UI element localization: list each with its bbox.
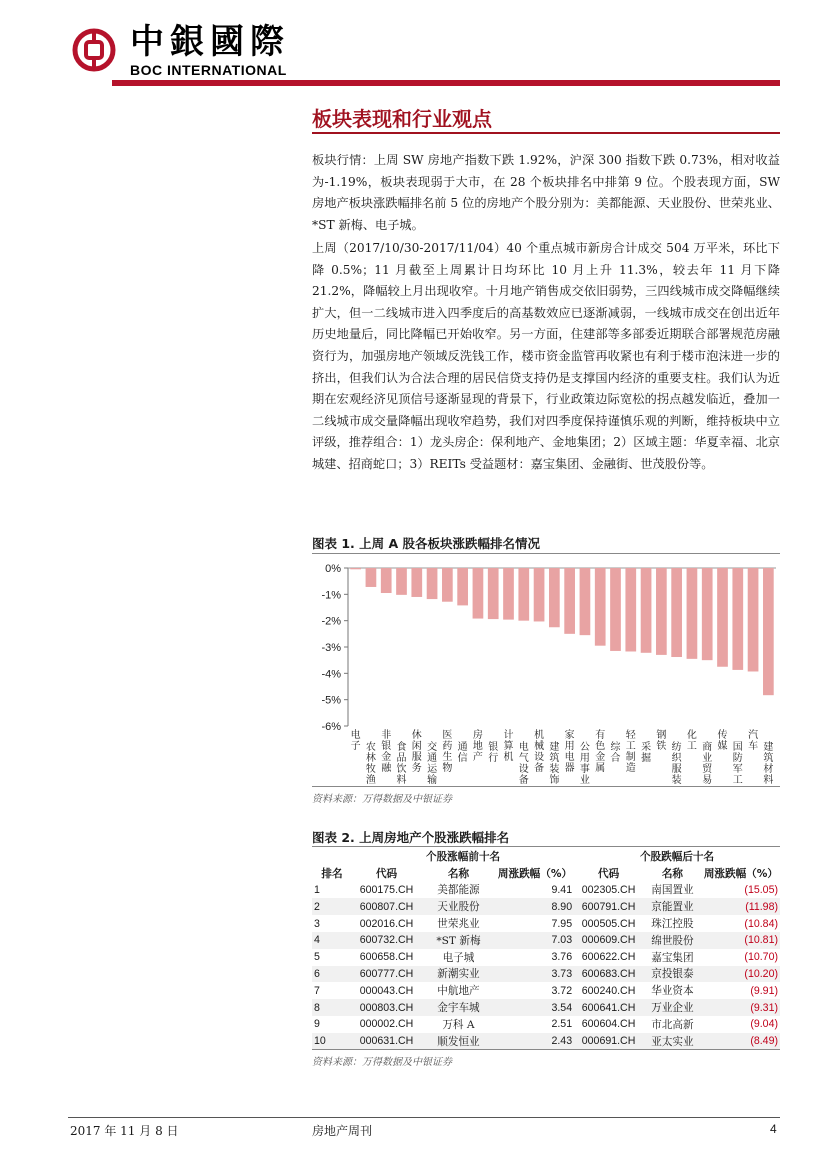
bar-轻工制造 bbox=[625, 568, 636, 651]
table-cell: 万科 A bbox=[442, 1018, 475, 1031]
table-cell: 3.73 bbox=[496, 966, 574, 983]
table-cell: 2.43 bbox=[496, 1033, 574, 1050]
bar-商业贸易 bbox=[702, 568, 713, 660]
table-cell: (10.81) bbox=[702, 932, 780, 949]
table-cell: (10.20) bbox=[702, 966, 780, 983]
table-cell: 5 bbox=[314, 951, 320, 964]
table-cell: 600658.CH bbox=[359, 951, 414, 964]
x-tick-label: 机械设备 bbox=[534, 730, 545, 774]
x-tick-label: 商业贸易 bbox=[702, 742, 713, 786]
x-tick-label: 轻工制造 bbox=[625, 730, 636, 774]
x-tick-label: 纺织服装 bbox=[671, 742, 682, 786]
table-cell: 2.51 bbox=[551, 1018, 573, 1031]
table-cell: 000002.CH bbox=[359, 1018, 414, 1031]
x-tick-label: 通信 bbox=[457, 742, 468, 764]
table-cell: 000043.CH bbox=[359, 984, 414, 997]
table-row bbox=[312, 999, 780, 1016]
table-cell: 天业股份 bbox=[421, 898, 496, 915]
bar-化工 bbox=[687, 568, 698, 659]
table-header-cell: 周涨跌幅（%） bbox=[703, 867, 778, 880]
table-row bbox=[312, 915, 780, 932]
x-tick-label: 国防军工 bbox=[732, 742, 743, 786]
figure1-bottom-rule bbox=[312, 786, 780, 787]
figure1-top-rule bbox=[312, 553, 780, 554]
table-cell: 600732.CH bbox=[352, 932, 421, 949]
table-cell: 亚太实业 bbox=[643, 1033, 702, 1050]
section-title: 板块表现和行业观点 bbox=[312, 107, 492, 131]
bar-钢铁 bbox=[656, 568, 667, 655]
bar-纺织服装 bbox=[671, 568, 682, 657]
logo-chinese-name: 中銀國際 bbox=[130, 22, 290, 62]
table-cell: 华业资本 bbox=[651, 985, 694, 998]
figure2-bottom-rule bbox=[312, 1049, 780, 1050]
x-tick-label: 家用电器 bbox=[564, 730, 575, 774]
x-tick-label: 交通运输 bbox=[427, 742, 438, 786]
y-tick-label: -1% bbox=[321, 589, 341, 602]
table-cell: (9.91) bbox=[750, 984, 778, 997]
table-cell: 中航地产 bbox=[437, 985, 480, 998]
table-cell: 世荣兆业 bbox=[437, 918, 480, 931]
bar-银行 bbox=[488, 568, 499, 619]
table-cell: 000631.CH bbox=[352, 1033, 421, 1050]
table-cell: *ST 新梅 bbox=[421, 932, 496, 949]
table-cell: 京能置业 bbox=[643, 898, 702, 915]
table-cell: 金宇车城 bbox=[421, 999, 496, 1016]
table-cell: 9 bbox=[314, 1018, 320, 1031]
table-cell: 002305.CH bbox=[581, 883, 636, 896]
table-cell: 9.41 bbox=[551, 883, 573, 896]
x-tick-label: 食品饮料 bbox=[396, 742, 407, 786]
table-cell: 002016.CH bbox=[359, 917, 414, 930]
table-cell: 绵世股份 bbox=[643, 932, 702, 949]
table-cell: 600683.CH bbox=[574, 966, 643, 983]
table-cell: 3.76 bbox=[551, 951, 573, 964]
bar-采掘 bbox=[641, 568, 652, 653]
table-cell: 3 bbox=[314, 917, 320, 930]
table-cell: 600622.CH bbox=[581, 951, 636, 964]
table-cell: 2 bbox=[312, 898, 352, 915]
table-cell: 10 bbox=[312, 1033, 352, 1050]
table-cell: 8.90 bbox=[496, 898, 574, 915]
table-cell: 1 bbox=[314, 883, 320, 896]
x-tick-label: 建筑装饰 bbox=[549, 742, 560, 786]
page-number: 4 bbox=[770, 1122, 777, 1136]
table-cell: 万业企业 bbox=[643, 999, 702, 1016]
table-cell: 4 bbox=[312, 932, 352, 949]
y-tick-label: -6% bbox=[321, 721, 341, 733]
table-row bbox=[312, 1033, 780, 1050]
table-cell: (15.05) bbox=[744, 883, 778, 896]
x-tick-label: 化工 bbox=[686, 730, 697, 752]
table-cell: 000691.CH bbox=[574, 1033, 643, 1050]
bar-休闲服务 bbox=[411, 568, 422, 597]
figure1-source: 资料来源：万得数据及中银证券 bbox=[312, 794, 452, 805]
group-bottom-label: 个股跌幅后十名 bbox=[639, 850, 715, 863]
table-row bbox=[312, 932, 780, 949]
x-tick-label: 非银金融 bbox=[381, 730, 392, 774]
table-cell: 电子城 bbox=[442, 951, 475, 964]
table-cell: (10.70) bbox=[744, 951, 778, 964]
x-tick-label: 房地产 bbox=[472, 730, 483, 763]
bar-食品饮料 bbox=[396, 568, 407, 595]
bar-有色金属 bbox=[595, 568, 606, 646]
table-cell: 600240.CH bbox=[581, 984, 636, 997]
table-row bbox=[312, 949, 780, 966]
chart-x-labels bbox=[351, 728, 774, 786]
bar-建筑装饰 bbox=[549, 568, 560, 627]
table-cell: (10.84) bbox=[744, 917, 778, 930]
table-cell: 600807.CH bbox=[352, 898, 421, 915]
x-tick-label: 有色金属 bbox=[595, 730, 606, 774]
y-tick-label: -5% bbox=[321, 694, 341, 707]
market-paragraph: 板块行情：上周 SW 房地产指数下跌 1.92%，沪深 300 指数下跌 0.73%，相对收益为-1.19%，板块表现弱于大市，在 28 个板块排名中排第 9 位。个股表现方面，SW 房地产板块涨跌幅排名前 5 位的房地产个股分别为：美都能源、天业股份、世荣兆业、*ST 新梅、电子城。 bbox=[312, 153, 780, 232]
logo-english-name: BOC INTERNATIONAL bbox=[130, 62, 287, 78]
table-cell: 8 bbox=[312, 999, 352, 1016]
footer-publication: 房地产周刊 bbox=[312, 1124, 373, 1138]
figure1-title: 图表 1. 上周 A 股各板块涨跌幅排名情况 bbox=[312, 536, 541, 551]
sector-bar-chart bbox=[312, 556, 780, 786]
bar-农林牧渔 bbox=[366, 568, 377, 587]
table-header-cell: 名称 bbox=[447, 867, 470, 880]
table-cell: 000609.CH bbox=[574, 932, 643, 949]
table-cell: 顺发恒业 bbox=[421, 1033, 496, 1050]
table-cell: 600175.CH bbox=[359, 883, 414, 896]
table-cell: 市北高新 bbox=[651, 1018, 694, 1031]
table-body bbox=[312, 882, 780, 1050]
figure2-top-rule bbox=[312, 846, 780, 847]
bar-非银金融 bbox=[381, 568, 392, 593]
table-cell: 3.54 bbox=[496, 999, 574, 1016]
table-header-cell: 名称 bbox=[661, 867, 684, 880]
bar-汽车 bbox=[748, 568, 759, 671]
x-tick-label: 计算机 bbox=[503, 730, 514, 763]
bar-交通运输 bbox=[427, 568, 438, 599]
table-header-cell: 周涨跌幅（%） bbox=[497, 867, 573, 880]
x-tick-label: 电子 bbox=[350, 730, 361, 752]
boc-logo-icon bbox=[72, 28, 116, 72]
x-tick-label: 传媒 bbox=[717, 730, 728, 752]
table-cell: 南国置业 bbox=[651, 884, 694, 897]
bar-房地产 bbox=[473, 568, 484, 619]
table-cell: 京投银泰 bbox=[643, 966, 702, 983]
table-cell: 6 bbox=[312, 966, 352, 983]
x-tick-label: 综合 bbox=[610, 742, 621, 764]
y-tick-label: 0% bbox=[325, 563, 341, 575]
table-cell: (8.49) bbox=[702, 1033, 780, 1050]
title-divider bbox=[312, 132, 780, 134]
table-cell: (11.98) bbox=[702, 898, 780, 915]
bar-机械设备 bbox=[534, 568, 545, 621]
table-header-row bbox=[312, 865, 780, 882]
x-tick-label: 银行 bbox=[488, 742, 499, 764]
y-tick-label: -2% bbox=[321, 615, 341, 628]
table-group-header-row bbox=[312, 848, 780, 865]
table-cell: (9.31) bbox=[702, 999, 780, 1016]
table-row bbox=[312, 966, 780, 983]
table-cell: 000505.CH bbox=[581, 917, 636, 930]
group-top-label: 个股涨幅前十名 bbox=[425, 850, 501, 863]
bar-建筑材料 bbox=[763, 568, 774, 695]
table-cell: 600604.CH bbox=[581, 1018, 636, 1031]
chart-bars bbox=[350, 568, 773, 695]
x-tick-label: 钢铁 bbox=[656, 730, 667, 752]
table-cell: 嘉宝集团 bbox=[651, 951, 694, 964]
table-header-cell: 排名 bbox=[321, 867, 343, 880]
bar-通信 bbox=[457, 568, 468, 605]
header-divider bbox=[112, 80, 780, 86]
x-tick-label: 农林牧渔 bbox=[365, 742, 376, 786]
x-tick-label: 采掘 bbox=[641, 742, 652, 764]
table-cell: 600791.CH bbox=[574, 898, 643, 915]
bar-综合 bbox=[610, 568, 621, 651]
table-cell: (9.04) bbox=[750, 1018, 778, 1031]
bar-国防军工 bbox=[732, 568, 743, 670]
table-header-cell: 代码 bbox=[597, 867, 620, 880]
bar-家用电器 bbox=[564, 568, 575, 634]
table-row bbox=[312, 982, 780, 999]
analysis-paragraph: 上周（2017/10/30-2017/11/04）40 个重点城市新房合计成交 504 万平米，环比下降 0.5%；11 月截至上周累计日均环比 10 月上升 11.3%，较去年 11 月下降 21.2%，降幅较上月出现收窄。十月地产销售成交依旧弱势，三四线城市成交降幅继续扩大，但一二线城市进入四季度后的高基数效应已逐渐减弱，一线城市成交在创出近年历史地量后，同比降幅已开始收窄。另一方面，住建部等多部委近期联合部署规范房融资行为，加强房地产领域反洗钱工作，楼市资金监管再收紧也有利于楼市泡沫进一步的挤出，但我们认为合法合理的居民信贷支持仍是支撑国内经济的重要支柱。我们认为近期在宏观经济见顶信号逐渐显现的背景下，行业政策边际宽松的拐点越发临近，叠加一二线城市成交量降幅出现收窄趋势，我们对四季度保持谨慎乐观的判断，维持板块中立评级，推荐组合：1）龙头房企：保利地产、金地集团；2）区域主题：华夏幸福、北京城建、招商蛇口；3）REITs 受益题材：嘉宝集团、金融街、世茂股份等。 bbox=[312, 241, 780, 471]
table-row bbox=[312, 1016, 780, 1033]
table-cell: 600641.CH bbox=[574, 999, 643, 1016]
figure2-title: 图表 2. 上周房地产个股涨跌幅排名 bbox=[312, 830, 510, 845]
table-cell: 7 bbox=[314, 984, 320, 997]
table-cell: 3.72 bbox=[551, 984, 573, 997]
bar-电子 bbox=[350, 568, 361, 569]
table-cell: 600777.CH bbox=[352, 966, 421, 983]
x-tick-label: 汽车 bbox=[748, 730, 759, 752]
x-tick-label: 医药生物 bbox=[442, 730, 453, 774]
table-cell: 新潮实业 bbox=[421, 966, 496, 983]
x-tick-label: 建筑材料 bbox=[763, 742, 774, 786]
table-cell: 000803.CH bbox=[352, 999, 421, 1016]
table-cell: 美都能源 bbox=[437, 884, 480, 897]
table-cell: 7.95 bbox=[551, 917, 573, 930]
footer-divider bbox=[68, 1117, 780, 1118]
bar-传媒 bbox=[717, 568, 728, 667]
bar-计算机 bbox=[503, 568, 514, 620]
footer-date: 2017 年 11 月 8 日 bbox=[70, 1124, 179, 1138]
table-cell: 珠江控股 bbox=[651, 918, 694, 931]
table-row bbox=[312, 898, 780, 915]
y-tick-label: -4% bbox=[321, 668, 341, 681]
x-tick-label: 电气设备 bbox=[518, 742, 529, 786]
y-tick-label: -3% bbox=[321, 642, 341, 654]
table-cell: 7.03 bbox=[496, 932, 574, 949]
table-row bbox=[312, 882, 780, 899]
figure2-source: 资料来源：万得数据及中银证券 bbox=[312, 1057, 452, 1068]
stock-ranking-table bbox=[312, 848, 780, 1050]
table-header-cell: 代码 bbox=[375, 867, 398, 880]
bar-公用事业 bbox=[580, 568, 591, 635]
x-tick-label: 休闲服务 bbox=[411, 730, 422, 774]
bar-医药生物 bbox=[442, 568, 453, 602]
x-tick-label: 公用事业 bbox=[579, 742, 590, 786]
bar-电气设备 bbox=[518, 568, 529, 621]
